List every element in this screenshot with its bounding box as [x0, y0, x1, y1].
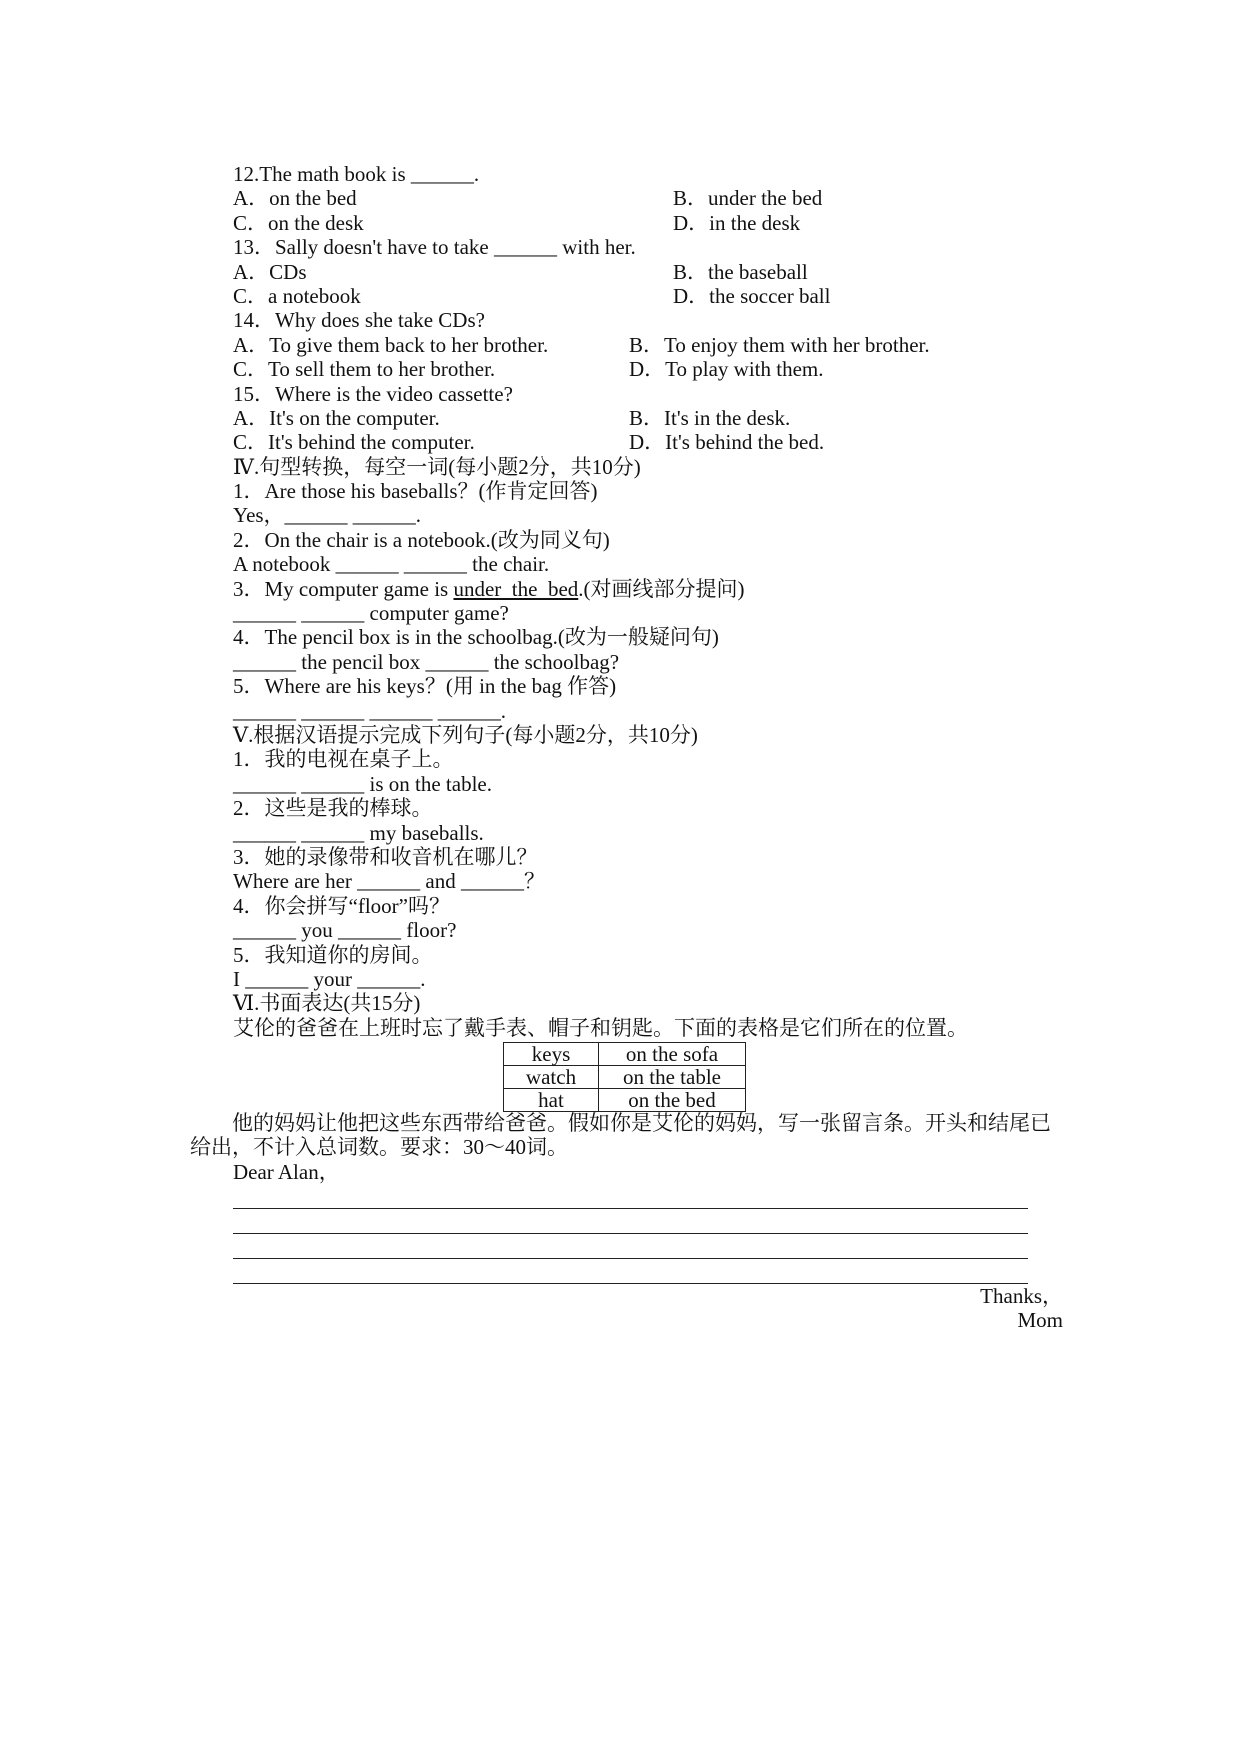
q14-stem: 14．Why does she take CDs? [233, 308, 485, 333]
q14-option-b: B．To enjoy them with her brother. [629, 332, 930, 357]
q13-option-b: B．the baseball [673, 259, 808, 284]
q12-option-a: A．on the bed [233, 186, 357, 211]
q13-option-a: A．CDs [233, 259, 307, 284]
s5-q2: 2．这些是我的棒球。 [233, 796, 433, 821]
table-cell-place: on the bed [599, 1089, 746, 1112]
writing-line [233, 1209, 1028, 1234]
location-table [503, 1042, 746, 1112]
s4-a1: Yes，______ ______. [233, 503, 422, 528]
worksheet-page [190, 162, 1063, 1333]
writing-line [233, 1234, 1028, 1259]
q15-option-b: B．It's in the desk. [629, 405, 791, 430]
s4-q2: 2．On the chair is a notebook.(改为同义句) [233, 527, 610, 552]
table-cell-item: keys [504, 1043, 599, 1066]
q12-option-d: D．in the desk [673, 210, 801, 235]
table-cell-item: hat [504, 1089, 599, 1112]
q15-stem: 15．Where is the video cassette? [233, 381, 513, 406]
q14-option-d: D．To play with them. [629, 357, 824, 382]
section5-title: Ⅴ.根据汉语提示完成下列句子(每小题2分，共10分) [233, 722, 698, 747]
q14-options-ab [233, 333, 1063, 357]
writing-line [233, 1184, 1028, 1209]
table-cell-place: on the sofa [599, 1043, 746, 1066]
q12-stem: 12.The math book is ______. [233, 162, 480, 186]
s4-q4: 4．The pencil box is in the schoolbag.(改为一般疑问句) [233, 625, 719, 650]
q15-option-a: A．It's on the computer. [233, 405, 440, 430]
s4-a2: A notebook ______ ______ the chair. [233, 552, 550, 577]
q15-option-c: C．It's behind the computer. [233, 430, 475, 455]
s5-a3: Where are her ______ and ______？ [233, 869, 545, 894]
s4-q3 [233, 577, 1063, 601]
s4-a5: ______ ______ ______ ______. [233, 698, 506, 723]
s5-q4: 4．你会拼写“floor”吗？ [233, 893, 450, 918]
s5-q1: 1．我的电视在桌子上。 [233, 747, 454, 772]
q15-option-d: D．It's behind the bed. [629, 430, 825, 455]
q14-options-cd [233, 357, 1063, 381]
s4-q5: 5．Where are his keys？(用 in the bag 作答) [233, 674, 617, 699]
q14-option-c: C．To sell them to her brother. [233, 357, 496, 382]
q13-options-cd [233, 284, 1063, 308]
q14-option-a: A．To give them back to her brother. [233, 332, 549, 357]
section4-title: Ⅳ.句型转换，每空一词(每小题2分，共10分) [233, 454, 641, 479]
s5-a5: I ______ your ______. [233, 966, 426, 991]
writing-line [233, 1259, 1028, 1284]
table-row [504, 1066, 746, 1089]
table-cell-item: watch [504, 1066, 599, 1089]
s4-q3-post: .(对画线部分提问) [578, 576, 745, 601]
s6-intro: 艾伦的爸爸在上班时忘了戴手表、帽子和钥匙。下面的表格是它们所在的位置。 [233, 1015, 968, 1040]
q13-option-d: D．the soccer ball [673, 283, 831, 308]
s4-a3: ______ ______ computer game? [233, 601, 509, 626]
q12-options-cd [233, 211, 1063, 235]
q13-options-ab [233, 260, 1063, 284]
s6-prompt: 他的妈妈让他把这些东西带给爸爸。假如你是艾伦的妈妈，写一张留言条。开头和结尾已给出，不计入总词数。要求：30～40词。 [190, 1111, 1051, 1159]
q13-option-c: C．a notebook [233, 283, 361, 308]
s6-closing: Thanks， [980, 1284, 1063, 1309]
s5-q5: 5．我知道你的房间。 [233, 942, 433, 967]
s5-a2: ______ ______ my baseballs. [233, 820, 484, 845]
s6-greeting: Dear Alan， [233, 1159, 340, 1184]
table-row [504, 1089, 746, 1112]
s5-a4: ______ you ______ floor? [233, 918, 457, 943]
s4-a4: ______ the pencil box ______ the schoolbag? [233, 649, 620, 674]
q12-option-c: C．on the desk [233, 210, 364, 235]
q13-stem: 13．Sally doesn't have to take ______ with her. [233, 235, 636, 260]
q12-options-ab [233, 186, 1063, 210]
s6-signature: Mom [1017, 1308, 1063, 1333]
q15-options-cd [233, 430, 1063, 454]
s5-a1: ______ ______ is on the table. [233, 771, 492, 796]
s4-q3-pre: 3．My computer game is [233, 576, 454, 601]
section6-title: Ⅵ.书面表达(共15分) [233, 991, 421, 1016]
table-cell-place: on the table [599, 1066, 746, 1089]
s5-q3: 3．她的录像带和收音机在哪儿？ [233, 844, 538, 869]
q15-options-ab [233, 406, 1063, 430]
s4-q1: 1．Are those his baseballs？(作肯定回答) [233, 479, 598, 504]
q12-option-b: B．under the bed [673, 186, 823, 211]
s4-q3-underlined: under the bed [453, 576, 579, 601]
table-row [504, 1043, 746, 1066]
